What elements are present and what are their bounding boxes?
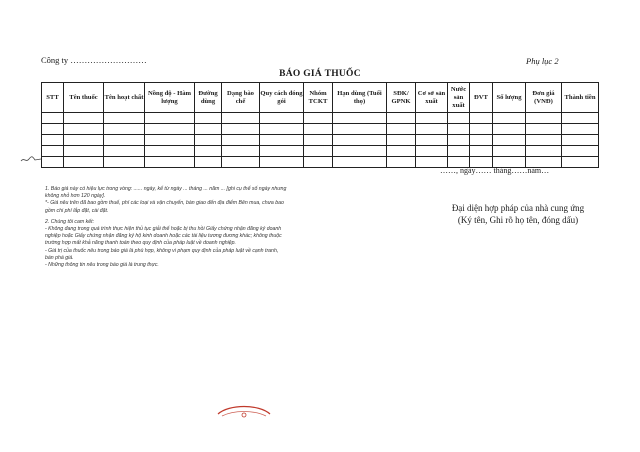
table-cell	[145, 157, 195, 168]
table-cell	[387, 135, 416, 146]
table-cell	[562, 124, 599, 135]
table-cell	[260, 146, 304, 157]
note-1d: gồm chi phí lắp đặt, cài đặt.	[45, 207, 109, 214]
signature-scribble	[20, 154, 42, 164]
table-cell	[42, 157, 64, 168]
table-cell	[333, 124, 387, 135]
column-header: Cơ sở sản xuất	[416, 83, 448, 113]
table-cell	[470, 124, 493, 135]
seal-stamp	[214, 400, 274, 422]
table-cell	[526, 146, 562, 157]
table-cell	[222, 146, 260, 157]
table-cell	[387, 124, 416, 135]
table-cell	[448, 135, 470, 146]
table-row	[42, 113, 599, 124]
table-cell	[304, 113, 333, 124]
table-cell	[387, 113, 416, 124]
column-header: Đơn giá (VNĐ)	[526, 83, 562, 113]
table-cell	[222, 135, 260, 146]
column-header: Số lượng	[493, 83, 526, 113]
column-header: Đường dùng	[195, 83, 222, 113]
notes-block	[45, 186, 345, 269]
column-header: Tên thuốc	[64, 83, 104, 113]
note-2d: - Giá trị của thuốc nêu trong báo giá là phù hợp, không vi phạm quy định của pháp luật về cạnh tranh,	[45, 247, 279, 254]
table-cell	[260, 113, 304, 124]
table-cell	[104, 124, 145, 135]
table-cell	[562, 146, 599, 157]
table-cell	[387, 157, 416, 168]
table-row	[42, 135, 599, 146]
column-header: Dạng bào chế	[222, 83, 260, 113]
table-cell	[42, 124, 64, 135]
table-cell	[304, 146, 333, 157]
table-cell	[195, 113, 222, 124]
column-header: Hạn dùng (Tuổi thọ)	[333, 83, 387, 113]
table-cell	[470, 146, 493, 157]
table-cell	[470, 135, 493, 146]
column-header: SĐK/ GPNK	[387, 83, 416, 113]
column-header: Nước sản xuất	[448, 83, 470, 113]
table-cell	[416, 146, 448, 157]
table-cell	[304, 135, 333, 146]
table-header-row	[42, 83, 599, 113]
table-cell	[562, 113, 599, 124]
table-cell	[195, 135, 222, 146]
table-cell	[64, 113, 104, 124]
note-1c: *- Giá nêu trên đã bao gồm thuế, phí các loại và vận chuyển, bàn giao đến địa điểm Bên mua, chưa bao	[45, 200, 284, 207]
column-header: STT	[42, 83, 64, 113]
table-cell	[333, 135, 387, 146]
table-body	[42, 113, 599, 168]
note-2f: - Những thông tin nêu trong báo giá là trung thực.	[45, 262, 159, 269]
table-cell	[64, 135, 104, 146]
table-cell	[448, 124, 470, 135]
note-1: 1. Báo giá này có hiệu lực trong vòng: ...... ngày, kể từ ngày ... tháng ... năm ... [ghi cụ thể số ngày nhưng	[45, 186, 287, 192]
table-cell	[260, 135, 304, 146]
note-2a: - Không đang trong quá trình thực hiện thủ tục giải thể hoặc bị thu hồi Giấy chứng nhận đăng ký doanh	[45, 226, 282, 233]
table-cell	[416, 135, 448, 146]
table-cell	[448, 146, 470, 157]
table-cell	[42, 146, 64, 157]
table-cell	[104, 135, 145, 146]
table-cell	[562, 157, 599, 168]
table-cell	[145, 146, 195, 157]
date-line: ……, ngày…… tháng……năm…	[440, 166, 550, 175]
company-line: Công ty ………………………	[41, 55, 147, 65]
appendix-label: Phụ lục 2	[526, 56, 559, 66]
page-title: BÁO GIÁ THUỐC	[279, 69, 361, 79]
table-cell	[260, 157, 304, 168]
table-cell	[387, 146, 416, 157]
quotation-table	[41, 82, 599, 168]
note-2e: bán phá giá.	[45, 254, 74, 261]
table-cell	[195, 146, 222, 157]
table-cell	[145, 113, 195, 124]
note-1b: không nhỏ hơn 120 ngày].	[45, 193, 106, 200]
table-cell	[416, 113, 448, 124]
table-cell	[64, 157, 104, 168]
table-cell	[333, 146, 387, 157]
table-cell	[493, 135, 526, 146]
table-cell	[42, 113, 64, 124]
column-header: Nhóm TCKT	[304, 83, 333, 113]
table-cell	[104, 157, 145, 168]
table-cell	[493, 146, 526, 157]
representative-instruction: (Ký tên, Ghi rõ họ tên, đóng dấu)	[457, 215, 579, 225]
note-2: 2. Chúng tôi cam kết:	[45, 218, 95, 225]
table-cell	[260, 124, 304, 135]
table-row	[42, 146, 599, 157]
table-cell	[104, 113, 145, 124]
table-cell	[145, 124, 195, 135]
table-cell	[333, 157, 387, 168]
table-cell	[304, 157, 333, 168]
table-cell	[416, 124, 448, 135]
table-cell	[145, 135, 195, 146]
table-cell	[333, 113, 387, 124]
note-2c: trường hợp mất khả năng thanh toán theo quy định của pháp luật về doanh nghiệp.	[45, 240, 236, 247]
table-cell	[222, 113, 260, 124]
representative-block	[420, 202, 616, 226]
column-header: Tên hoạt chất	[104, 83, 145, 113]
table-row	[42, 124, 599, 135]
representative-title: Đại diện hợp pháp của nhà cung ứng	[451, 203, 585, 213]
table-cell	[222, 124, 260, 135]
column-header: Nồng độ - Hàm lượng	[145, 83, 195, 113]
table-cell	[526, 124, 562, 135]
table-cell	[64, 146, 104, 157]
column-header: Thành tiền	[562, 83, 599, 113]
table-cell	[493, 113, 526, 124]
table-cell	[562, 135, 599, 146]
table-cell	[64, 124, 104, 135]
column-header: Quy cách đóng gói	[260, 83, 304, 113]
table-cell	[222, 157, 260, 168]
table-cell	[470, 113, 493, 124]
table-cell	[104, 146, 145, 157]
note-2b: nghiệp hoặc Giấy chứng nhận đăng ký hộ kinh doanh hoặc các tài liệu tương đương khác; không thuộc	[45, 233, 282, 240]
table-cell	[42, 135, 64, 146]
table-cell	[304, 124, 333, 135]
table-cell	[526, 113, 562, 124]
column-header: ĐVT	[470, 83, 493, 113]
table-cell	[195, 157, 222, 168]
table-cell	[526, 135, 562, 146]
table-cell	[195, 124, 222, 135]
table-cell	[448, 113, 470, 124]
table-cell	[493, 124, 526, 135]
